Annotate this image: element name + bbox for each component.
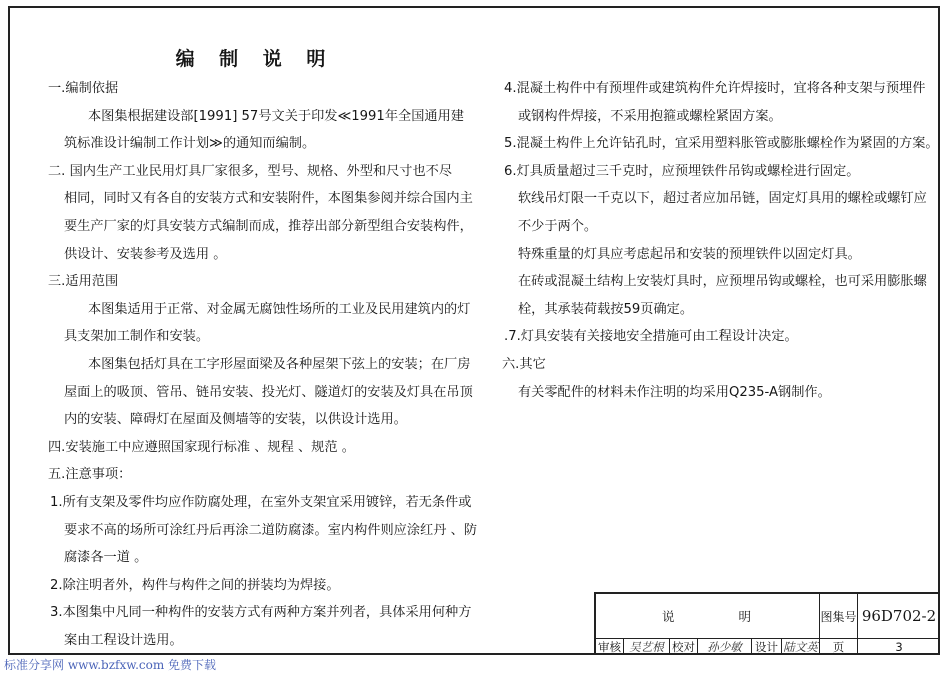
- text-line: 二. 国内生产工业民用灯具厂家很多，型号、规格、外型和尺寸也不尽: [48, 163, 453, 179]
- check-label: 校对: [670, 639, 698, 655]
- atlas-number-label: 图集号: [820, 594, 858, 639]
- text-line: 一.编制依据: [48, 81, 119, 96]
- text-line: 屋面上的吸顶、管吊、链吊安装、投光灯、隧道灯的安装及灯具在吊顶: [64, 384, 473, 400]
- text-line: 筑标准设计编制工作计划≫的通知而编制。: [64, 136, 316, 152]
- design-signature: 陆文英: [782, 639, 820, 655]
- review-signature: 吴艺根: [624, 639, 670, 655]
- page-title: 编 制 说 明: [175, 48, 335, 70]
- text-line: 本图集根据建设部[1991] 57号文关于印发≪1991年全国通用建: [88, 108, 464, 124]
- text-line: .7.灯具安装有关接地安全措施可由工程设计决定。: [504, 329, 798, 345]
- text-line: 三.适用范围: [48, 274, 119, 290]
- atlas-number-value: 96D702-2: [858, 594, 940, 639]
- right-column: [502, 75, 939, 406]
- text-line: 1.所有支架及零件均应作防腐处理，在室外支架宜采用镀锌，若无条件或: [50, 494, 472, 510]
- signature-row: [596, 639, 940, 655]
- text-line: 要求不高的场所可涂红丹后再涂二道防腐漆。室内构件则应涂红丹 、防: [64, 522, 478, 538]
- design-label: 设计: [752, 639, 782, 655]
- text-line: 栓，其承装荷载按59页确定。: [518, 301, 694, 317]
- text-line: 在砖或混凝土结构上安装灯具时，应预埋吊钩或螺栓，也可采用膨胀螺: [518, 274, 927, 290]
- review-label: 审核: [596, 639, 624, 655]
- text-line: 腐漆各一道 。: [64, 550, 148, 566]
- text-line: 6.灯具质量超过三千克时，应预埋铁件吊钩或螺栓进行固定。: [504, 163, 860, 179]
- text-line: 案由工程设计选用。: [64, 632, 183, 648]
- text-line: 2.除注明者外，构件与构件之间的拼装均为焊接。: [50, 577, 340, 593]
- check-signature: 孙少敏: [698, 639, 752, 655]
- text-line: 四.安装施工中应遵照国家现行标准 、规程 、规范 。: [48, 439, 355, 455]
- title-block-name: 说 明: [596, 594, 820, 639]
- text-line: 本图集适用于正常、对金属无腐蚀性场所的工业及民用建筑内的灯: [88, 301, 471, 317]
- text-line: 相同，同时又有各自的安装方式和安装附件，本图集参阅并综合国内主: [64, 191, 473, 207]
- text-line: 5.混凝土构件上允许钻孔时，宜采用塑料胀管或膨胀螺栓作为紧固的方案。: [504, 136, 939, 152]
- text-line: 要生产厂家的灯具安装方式编制而成，推荐出部分新型组合安装构件，: [64, 218, 473, 234]
- page-label: 页: [820, 639, 858, 655]
- text-line: 不少于两个。: [518, 218, 598, 234]
- page-number: 3: [895, 640, 903, 654]
- text-line: 供设计、安装参考及选用 。: [64, 246, 227, 262]
- text-line: 六.其它: [502, 356, 546, 372]
- text-line: 或钢构件焊接，不采用抱箍或螺栓紧固方案。: [518, 108, 782, 124]
- text-line: 4.混凝土构件中有预埋件或建筑构件允许焊接时，宜将各种支架与预埋件: [504, 81, 926, 96]
- text-line: 3.本图集中凡同一种构件的安装方式有两种方案并列者，具体采用何种方: [50, 605, 472, 621]
- watermark-link[interactable]: 标准分享网 www.bzfxw.com 免费下载: [4, 658, 217, 672]
- text-line: 具支架加工制作和安装。: [64, 329, 210, 345]
- text-line: 内的安装、障碍灯在屋面及侧墙等的安装，以供设计选用。: [64, 412, 407, 428]
- title-block: [594, 592, 940, 655]
- left-column: [48, 75, 478, 654]
- text-line: 有关零配件的材料未作注明的均采用Q235-A钢制作。: [518, 384, 831, 400]
- text-line: 软线吊灯限一千克以下，超过者应加吊链，固定灯具用的螺栓或螺钉应: [518, 191, 927, 207]
- text-line: 本图集包括灯具在工字形屋面梁及各种屋架下弦上的安装；在厂房: [88, 356, 471, 372]
- text-line: 特殊重量的灯具应考虑起吊和安装的预埋铁件以固定灯具。: [518, 246, 861, 262]
- text-line: 五.注意事项：: [48, 467, 132, 483]
